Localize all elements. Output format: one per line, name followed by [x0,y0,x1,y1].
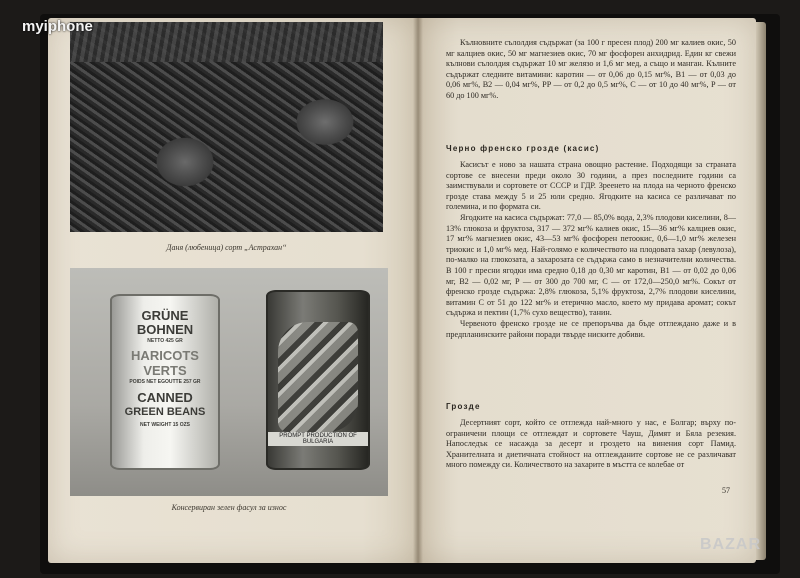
can-transparent [266,290,370,470]
canned-beans-caption: Консервиран зелен фасул за износ [171,503,287,512]
page-number: 57 [722,486,730,495]
can-label-line: GREEN BEANS [124,406,206,418]
can-labelled [110,294,220,470]
watermark-bazar: BAZAR [700,536,761,553]
paragraph-grapes [446,418,736,471]
page-edges [756,22,766,560]
green-bean-pods [278,322,358,432]
canned-beans-photo [70,268,388,496]
can-label-line: NET WEIGHT 15 OZS [139,422,190,428]
paragraph: Десертният сорт, който се отглежда най-много у нас, е Болгар; върху по-ограничени площи се отглеждат и сортовете Чауш, Димят и Бяла резекия. Напоследък се насажда за десерт и гроздето на винения сорт Памид. Хранителната и диетичната стойност на отглежданите сортове не се различават много помежду си. Количеството на захарите в мъстта се колебае от [446,418,736,470]
paragraph-currants-intro [446,38,736,102]
paragraph: Касисът е ново за нашата страна овощно растение. Подходящи за страната сортове се внесени преди около 30 години, а през последните години са заимствували и сортовете от СССР и ГДР. Зреенето на плода на черното френско грозде става между 5 и 25 юли средно. Ягодките на касиса се различават по големина, и по формата си. [446,160,736,212]
watermark-myiphone: myiphone [22,18,93,35]
paragraph: Червеното френско грозде не се препоръчва да бъде отглеждано даже и в предпланинските райони поради твърде ниските добиви. [446,318,736,339]
can-label-line: VERTS [143,363,187,378]
book-spine [413,18,423,563]
can-label-line: NETTO 425 GR [147,338,183,344]
can-band-label: PROMPT PRODUCTION OF BULGARIA [268,432,368,446]
paragraph-blackcurrant [446,160,736,340]
paragraph: Кълновните сълолдия съдържат (за 100 г пресен плод) 200 мг калиев окис, 50 мг калциев окис, 50 мг магнезиев окис, 70 мг фосфорен анхидрид. Един кг свежи кълнови сълолдия съдържат 10 мг желязо и 1,6 мг мед, а също и манган. Кълните съдържат следните витамини: каротин — от 0,06 до 0,15 мг%, B1 — от 0,03 до 0,06 мг%, B2 — 0,04 мг%, PP — от 0,2 до 0,5 мг%, C — от 10 до 40 мг%, P — от 60 до 100 мг%. [446,38,736,100]
can-label-line: BOHNEN [136,322,194,337]
can-label-line: POIDS NET EGOUTTE 257 GR [129,379,201,385]
paragraph: Ягодките на касиса съдържат: 77,0 — 85,0% вода, 2,3% плодови киселини, 8—13% глюкоза и фруктоза, 317 — 372 мг% калиев окис, 15—36 мг% калциев окис, 17 мг% магнезиев окис, 43—53 мг% фосфорен петоокис, 0,6—1,0 мг% железен триокис и 1,0 мг% мед. Най-голямо е количеството на плодовата захар (левулоза), по-малко на глюкозата, а захарозата се съдържа само в незначителни количества. В 100 г пресни ягодки има средно 0,18 до 0,30 мг каротин, B1 — от 0,02 до 0,06 мг, B2 — 0,02 мг, P — от 300 до 700 мг, C — от 172,0—250,0 мг%. Сокът от френско грозде съдържа: 2,8% глюкоза, 5,1% фруктоза, 2,7% плодови киселини, витамин C от 51 до 122 мг% и етерично масло, което му придава аромат; сокът съдържа и пектин (1,7% сухо вещество), танин. [446,212,736,318]
section-heading-grapes: Грозде [446,402,481,411]
watermelon-field-photo [70,22,383,232]
can-label-line: GRÜNE [141,308,189,323]
photo-foliage-top [70,22,383,62]
can-label-line: HARICOTS [131,348,199,363]
can-label-line: CANNED [137,390,193,405]
watermelon-photo-caption: Даня (любеница) сорт „Астрахан“ [166,243,287,252]
section-heading-blackcurrant: Черно френско грозде (касис) [446,144,600,153]
